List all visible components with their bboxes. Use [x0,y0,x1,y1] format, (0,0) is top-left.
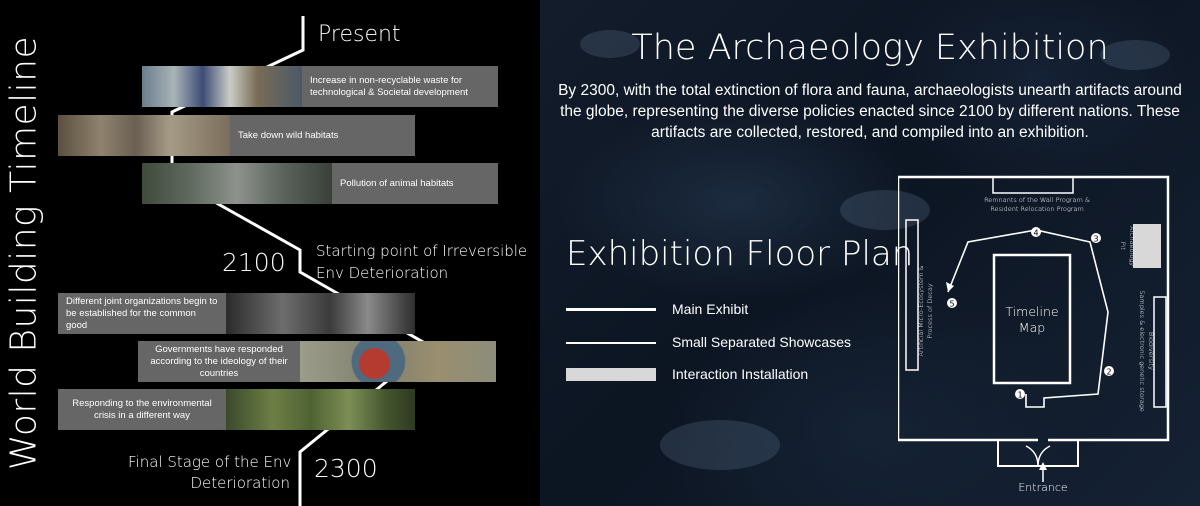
marker [1031,227,1041,238]
event-label: Take down wild habitats [230,115,415,156]
event-box [142,66,498,107]
event-box [58,389,415,430]
legend-symbol-thin-line [566,342,656,344]
event-box [142,163,498,204]
event-box [58,293,415,334]
archaeology-pit-label: Archaeology Pit [1119,225,1136,267]
event-box [138,341,496,382]
svg-text:2: 2 [1106,367,1112,377]
event-label: Responding to the environmental crisis in a different way [58,389,226,430]
label-2300: 2300 [314,454,378,483]
floor-plan [898,172,1184,502]
marker [947,298,957,309]
texture-speck [660,420,780,470]
event-label: Increase in non-recyclable waste for technological & Societal development [302,66,498,107]
micro-ecosystem-label: Artificial Micro-Ecosystem & Process of Decay [917,265,934,357]
timeline-vertical-title: World Building Timeline [3,35,45,471]
label-2100: 2100 [222,248,286,277]
event-label: Pollution of animal habitats [332,163,498,204]
globe-photo [300,341,496,382]
biodiversity-label: Biodiversity Samples & electronic genetic storage [1138,290,1155,412]
svg-text:1: 1 [1017,390,1023,400]
label-final-stage: Final Stage of the Env Deterioration [128,453,292,492]
habitat-photo [58,115,230,156]
marker [1015,389,1025,400]
exhibition-title: The Archaeology Exhibition [631,28,1109,68]
label-starting-point: Starting point of Irreversible Env Deterioration [316,242,528,282]
marker [1091,233,1101,244]
legend-item-main: Main Exhibit [566,300,866,320]
svg-text:3: 3 [1093,234,1099,244]
label-present: Present [318,22,401,47]
pollution-photo [142,163,332,204]
entrance-label: Entrance [1018,481,1068,494]
waste-photo [142,66,302,107]
event-label: Different joint organizations begin to be established for the common good [58,293,226,334]
wall-program-label: Remnants of the Wall Program & Resident Relocation Program [984,196,1090,213]
crowd-photo [226,293,415,334]
timeline-map-label: Timeline Map [1005,304,1059,335]
svg-text:5: 5 [949,299,955,309]
legend-item-interaction: Interaction Installation [566,365,866,385]
legend-symbol-thick-line [566,308,656,311]
floor-plan-title: Exhibition Floor Plan [566,234,914,274]
exhibition-panel [540,0,1200,506]
legend-item-showcases: Small Separated Showcases [566,333,866,353]
event-label: Governments have responded according to the ideology of their countries [138,341,300,382]
legend-symbol-filled-bar [566,368,656,381]
marker [1104,366,1114,377]
svg-text:4: 4 [1033,228,1039,238]
timeline-panel [0,0,540,506]
green-wall-photo [226,389,415,430]
event-box [58,115,415,156]
exhibition-intro: By 2300, with the total extinction of flora and fauna, archaeologists unearth artifacts around the globe, representing the diverse policies enacted since 2100 by different nations. These artifacts are collected, restored, and compiled into an exhibition. [558,82,1182,141]
